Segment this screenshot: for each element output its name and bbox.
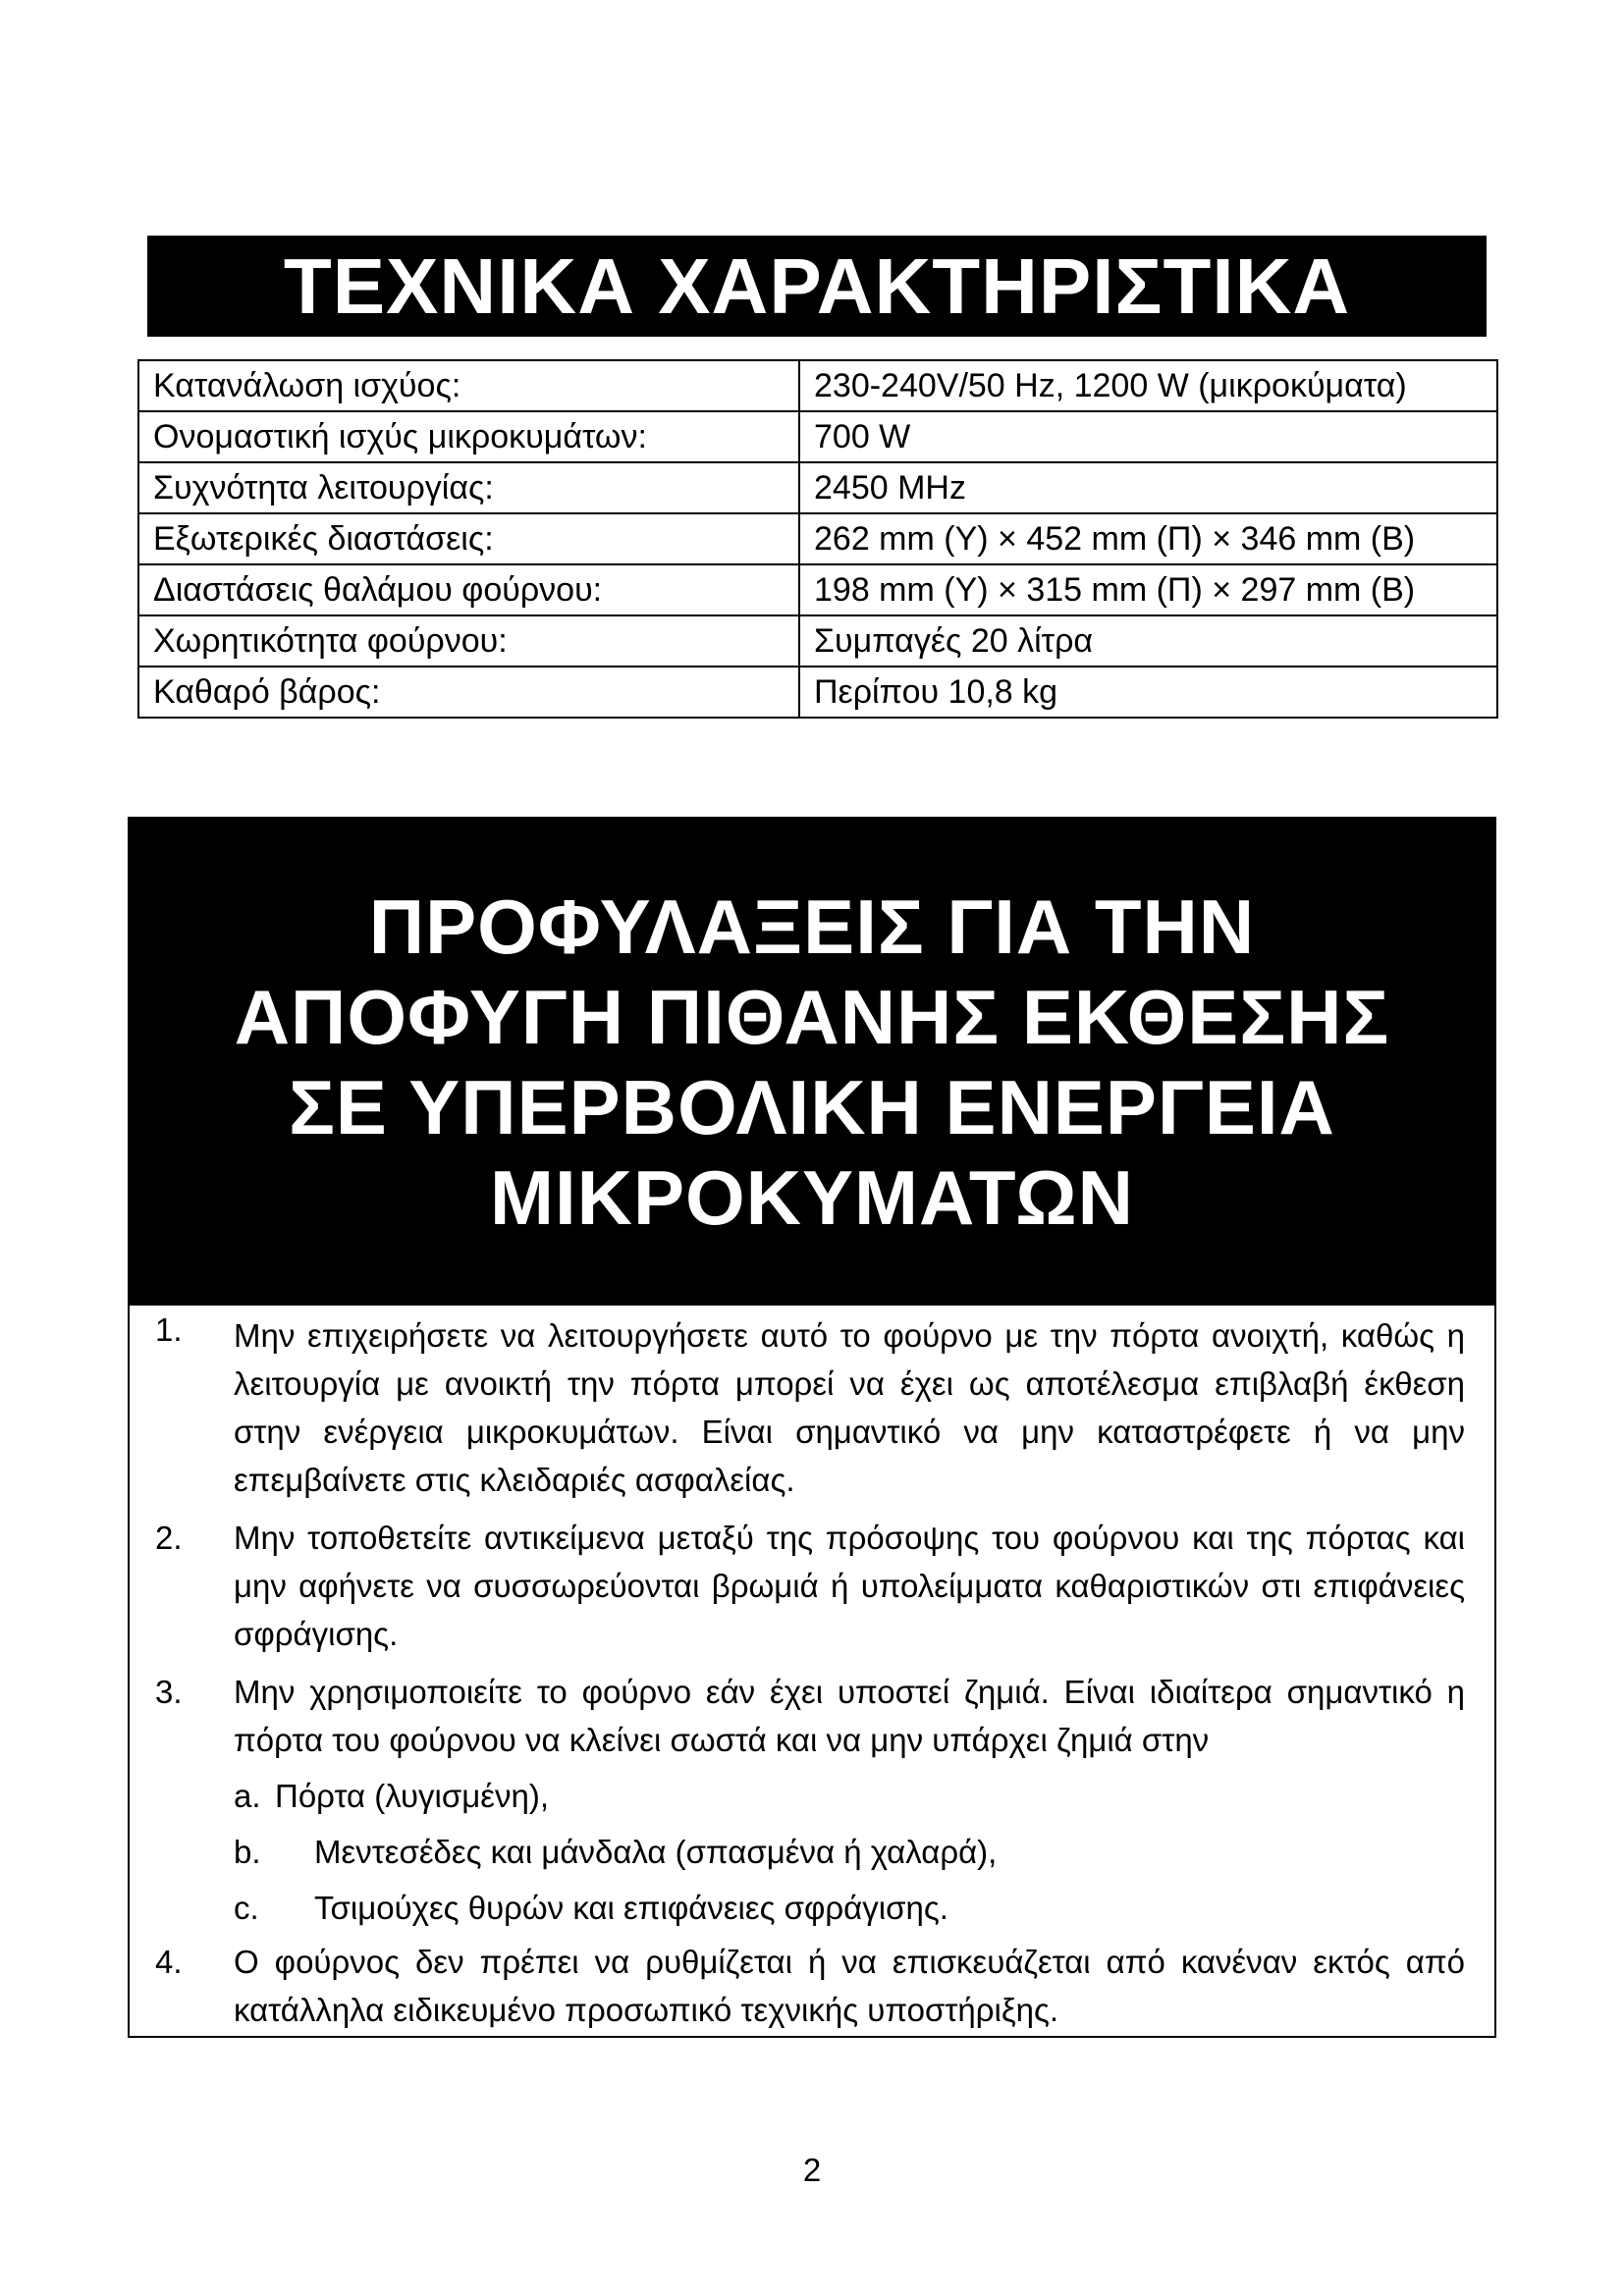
heading-line: ΜΙΚΡΟΚΥΜΑΤΩΝ (490, 1154, 1134, 1241)
spec-label: Ονομαστική ισχύς μικροκυμάτων: (138, 411, 799, 462)
table-row (138, 564, 1497, 615)
spec-label: Συχνότητα λειτουργίας: (138, 462, 799, 513)
table-row (138, 462, 1497, 513)
item-number: 2. (155, 1520, 183, 1556)
heading-line: ΣΕ ΥΠΕΡΒΟΛΙΚΗ ΕΝΕΡΓΕΙΑ (289, 1064, 1335, 1150)
sub-item-text: Πόρτα (λυγισμένη), (275, 1778, 549, 1814)
spec-label: Καθαρό βάρος: (138, 667, 799, 718)
list-item (130, 1306, 1494, 1504)
table-row (138, 667, 1497, 718)
spec-value: 700 W (799, 411, 1497, 462)
sub-item-letter: b. (234, 1834, 261, 1870)
page-number: 2 (802, 2152, 822, 2188)
heading-line: ΑΠΟΦΥΓΗ ΠΙΘΑΝΗΣ ΕΚΘΕΣΗΣ (234, 974, 1390, 1060)
sub-item-text: Τσιμούχες θυρών και επιφάνειες σφράγισης. (314, 1890, 948, 1926)
spec-value: 262 mm (Υ) × 452 mm (Π) × 346 mm (Β) (799, 513, 1497, 564)
item-text: Μην χρησιμοποιείτε το φούρνο εάν έχει υποστεί ζημιά. Είναι ιδιαίτερα σημαντικό η πόρτα του φούρνου να κλείνει σωστά και να μην υπάρχει ζημιά στην (234, 1674, 1465, 1758)
table-row (138, 360, 1497, 411)
spec-label: Κατανάλωση ισχύος: (138, 360, 799, 411)
table-row (138, 615, 1497, 667)
item-text: Ο φούρνος δεν πρέπει να ρυθμίζεται ή να επισκευάζεται από κανέναν εκτός από κατάλληλα ειδικευμένο προσωπικό τεχνικής υποστήριξης. (234, 1944, 1465, 2028)
item-number: 1. (155, 1311, 183, 1348)
sub-item-letter: a. (234, 1778, 261, 1814)
heading-line: ΠΡΟΦΥΛΑΞΕΙΣ ΓΙΑ ΤΗΝ (368, 883, 1256, 970)
precautions-box (128, 817, 1496, 2038)
precautions-heading (130, 819, 1494, 1306)
spec-value: 2450 MHz (799, 462, 1497, 513)
spec-label: Χωρητικότητα φούρνου: (138, 615, 799, 667)
specs-title: ΤΕΧΝΙΚΑ ΧΑΡΑΚΤΗΡΙΣΤΙΚΑ (147, 236, 1487, 337)
table-row (138, 513, 1497, 564)
spec-label: Διαστάσεις θαλάμου φούρνου: (138, 564, 799, 615)
specs-table (137, 359, 1498, 719)
sub-item-text: Μεντεσέδες και μάνδαλα (σπασμένα ή χαλαρά), (314, 1834, 998, 1870)
sub-item (234, 1884, 1465, 1932)
sub-list (234, 1772, 1465, 1932)
spec-label: Εξωτερικές διαστάσεις: (138, 513, 799, 564)
spec-value: 230-240V/50 Hz, 1200 W (μικροκύματα) (799, 360, 1497, 411)
sub-item-letter: c. (234, 1890, 259, 1926)
list-item (130, 1668, 1494, 1932)
sub-item (234, 1772, 1465, 1820)
sub-item (234, 1828, 1465, 1876)
spec-value: Περίπου 10,8 kg (799, 667, 1497, 718)
spec-value: 198 mm (Υ) × 315 mm (Π) × 297 mm (Β) (799, 564, 1497, 615)
item-number: 4. (155, 1944, 183, 1980)
item-text: Μην τοποθετείτε αντικείμενα μεταξύ της πρόσοψης του φούρνου και της πόρτας και μην αφήνετε να συσσωρεύονται βρωμιά ή υπολείμματα καθαριστικών στι επιφάνειες σφράγισης. (234, 1520, 1465, 1652)
precautions-list (130, 1306, 1494, 2034)
spec-value: Συμπαγές 20 λίτρα (799, 615, 1497, 667)
list-item (130, 1514, 1494, 1658)
item-number: 3. (155, 1674, 183, 1710)
list-item (130, 1938, 1494, 2034)
item-text: Μην επιχειρήσετε να λειτουργήσετε αυτό το φούρνο με την πόρτα ανοιχτή, καθώς η λειτουργία με ανοικτή την πόρτα μπορεί να έχει ως αποτέλεσμα επιβλαβή έκθεση στην ενέργεια μικροκυμάτων. Είναι σημαντικό να μην καταστρέφετε ή να μην επεμβαίνετε στις κλειδαριές ασφαλείας. (234, 1317, 1465, 1498)
table-row (138, 411, 1497, 462)
